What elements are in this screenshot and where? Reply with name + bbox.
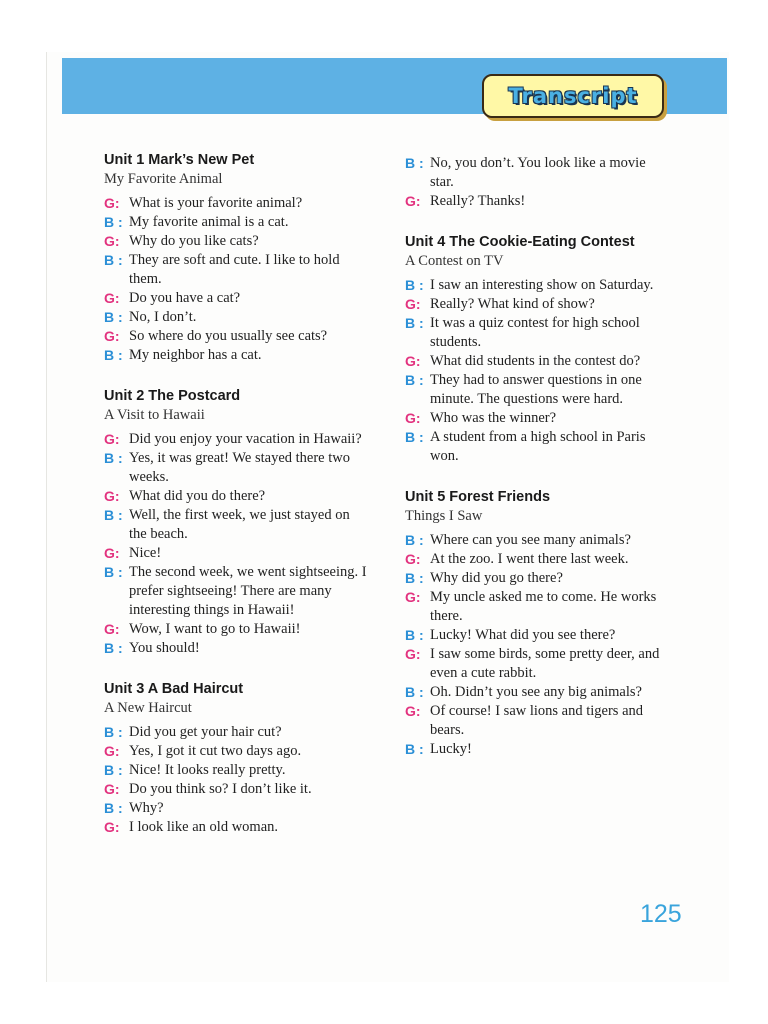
unit-subtitle: A Contest on TV [405, 253, 504, 269]
dialogue-line [104, 761, 369, 780]
speaker-label: B : [104, 252, 123, 268]
dialogue-line [104, 742, 369, 761]
dialogue-line [104, 251, 369, 289]
dialogue-line [104, 213, 369, 232]
unit-title: Unit 1 Mark’s New Pet [104, 152, 255, 168]
dialogue-text: My uncle asked me to come. He works there. [430, 589, 657, 624]
dialogue-text: What is your favorite animal? [129, 195, 303, 211]
unit-subtitle: A Visit to Hawaii [104, 407, 205, 423]
dialogue-text: Of course! I saw lions and tigers and bears. [430, 703, 644, 738]
unit-section [405, 154, 667, 211]
dialogue-line [104, 194, 369, 213]
dialogue-text: Lucky! [430, 741, 472, 757]
dialogue-text: Where can you see many animals? [430, 532, 631, 548]
dialogue-line [104, 449, 369, 487]
dialogue-line [405, 740, 667, 759]
speaker-label: B : [104, 640, 123, 656]
dialogue-line [104, 430, 369, 449]
dialogue-line [104, 506, 369, 544]
dialogue-text: The second week, we went sightseeing. I prefer sightseeing! There are many interesting things in Hawaii! [129, 564, 367, 618]
speaker-label: G: [104, 621, 120, 637]
speaker-label: B : [405, 315, 424, 331]
dialogue-line [405, 588, 667, 626]
dialogue-line [104, 818, 369, 837]
speaker-label: G: [405, 193, 421, 209]
dialogue-line [405, 409, 667, 428]
unit-subtitle: A New Haircut [104, 700, 192, 716]
dialogue-line [405, 276, 667, 295]
dialogue-text: You should! [129, 640, 200, 656]
dialogue-text: They are soft and cute. I like to hold them. [129, 252, 340, 287]
dialogue-line [104, 232, 369, 251]
speaker-label: G: [104, 743, 120, 759]
dialogue-text: Yes, it was great! We stayed there two weeks. [129, 450, 350, 485]
dialogue-text: My favorite animal is a cat. [129, 214, 289, 230]
speaker-label: G: [104, 488, 120, 504]
dialogue-text: I saw an interesting show on Saturday. [430, 277, 654, 293]
page-number: 125 [640, 900, 682, 928]
speaker-label: G: [104, 328, 120, 344]
dialogue-text: What did you do there? [129, 488, 266, 504]
dialogue-line [405, 428, 667, 466]
dialogue-line [104, 327, 369, 346]
dialogue-line [104, 620, 369, 639]
dialogue-text: Lucky! What did you see there? [430, 627, 616, 643]
speaker-label: B : [405, 627, 424, 643]
dialogue-line [104, 563, 369, 620]
dialogue-line [405, 550, 667, 569]
unit-title: Unit 5 Forest Friends [405, 489, 551, 505]
dialogue-line [405, 295, 667, 314]
dialogue-line [104, 308, 369, 327]
dialogue-line [405, 531, 667, 550]
unit-section [405, 487, 667, 759]
dialogue-text: Yes, I got it cut two days ago. [129, 743, 302, 759]
dialogue-text: Why did you go there? [430, 570, 563, 586]
dialogue-line [405, 683, 667, 702]
speaker-label: B : [405, 741, 424, 757]
speaker-label: G: [104, 545, 120, 561]
unit-section [104, 150, 369, 365]
speaker-label: B : [405, 684, 424, 700]
dialogue-text: Do you have a cat? [129, 290, 241, 306]
dialogue-line [104, 799, 369, 818]
right-column [405, 150, 667, 780]
dialogue-line [104, 544, 369, 563]
dialogue-line [405, 702, 667, 740]
speaker-label: B : [405, 570, 424, 586]
unit-subtitle: My Favorite Animal [104, 171, 223, 187]
speaker-label: G: [104, 290, 120, 306]
speaker-label: G: [405, 410, 421, 426]
dialogue-line [104, 346, 369, 365]
dialogue-text: At the zoo. I went there last week. [430, 551, 629, 567]
dialogue-text: Nice! It looks really pretty. [129, 762, 286, 778]
speaker-label: B : [104, 309, 123, 325]
dialogue-text: Really? Thanks! [430, 193, 526, 209]
dialogue-text: Did you enjoy your vacation in Hawaii? [129, 431, 362, 447]
dialogue-text: No, I don’t. [129, 309, 197, 325]
dialogue-text: Who was the winner? [430, 410, 557, 426]
speaker-label: G: [104, 781, 120, 797]
dialogue-line [405, 192, 667, 211]
speaker-label: B : [104, 800, 123, 816]
dialogue-line [405, 352, 667, 371]
speaker-label: B : [104, 214, 123, 230]
unit-section [104, 679, 369, 837]
dialogue-line [104, 723, 369, 742]
left-column [104, 150, 369, 858]
dialogue-line [104, 487, 369, 506]
dialogue-text: I look like an old woman. [129, 819, 279, 835]
dialogue-text: I saw some birds, some pretty deer, and even a cute rabbit. [430, 646, 660, 681]
dialogue-line [405, 371, 667, 409]
dialogue-text: Why do you like cats? [129, 233, 259, 249]
dialogue-text: Nice! [129, 545, 162, 561]
unit-title: Unit 4 The Cookie-Eating Contest [405, 234, 635, 250]
speaker-label: G: [405, 646, 421, 662]
dialogue-text: Well, the first week, we just stayed on the beach. [129, 507, 350, 542]
dialogue-text: Oh. Didn’t you see any big animals? [430, 684, 642, 700]
dialogue-text: So where do you usually see cats? [129, 328, 328, 344]
dialogue-line [405, 645, 667, 683]
dialogue-line [405, 314, 667, 352]
speaker-label: B : [405, 277, 424, 293]
speaker-label: B : [104, 450, 123, 466]
dialogue-line [104, 639, 369, 658]
dialogue-text: Do you think so? I don’t like it. [129, 781, 312, 797]
dialogue-text: It was a quiz contest for high school students. [430, 315, 640, 350]
dialogue-text: Wow, I want to go to Hawaii! [129, 621, 301, 637]
speaker-label: G: [405, 296, 421, 312]
dialogue-text: Did you get your hair cut? [129, 724, 282, 740]
unit-section [405, 232, 667, 466]
dialogue-text: They had to answer questions in one minute. The questions were hard. [430, 372, 642, 407]
speaker-label: G: [104, 431, 120, 447]
dialogue-text: What did students in the contest do? [430, 353, 641, 369]
unit-title: Unit 3 A Bad Haircut [104, 681, 244, 697]
dialogue-line [104, 780, 369, 799]
speaker-label: B : [104, 347, 123, 363]
speaker-label: G: [104, 195, 120, 211]
speaker-label: B : [104, 762, 123, 778]
dialogue-line [405, 569, 667, 588]
speaker-label: G: [405, 703, 421, 719]
unit-section [104, 386, 369, 658]
speaker-label: B : [104, 564, 123, 580]
speaker-label: B : [104, 507, 123, 523]
dialogue-text: A student from a high school in Paris won. [430, 429, 646, 464]
dialogue-text: Really? What kind of show? [430, 296, 595, 312]
speaker-label: G: [104, 233, 120, 249]
dialogue-text: No, you don’t. You look like a movie star. [430, 155, 646, 190]
unit-subtitle: Things I Saw [405, 508, 483, 524]
speaker-label: B : [405, 532, 424, 548]
dialogue-line [405, 626, 667, 645]
unit-title: Unit 2 The Postcard [104, 388, 241, 404]
dialogue-line [104, 289, 369, 308]
speaker-label: G: [405, 551, 421, 567]
speaker-label: B : [104, 724, 123, 740]
speaker-label: B : [405, 155, 424, 171]
speaker-label: B : [405, 372, 424, 388]
dialogue-text: My neighbor has a cat. [129, 347, 262, 363]
transcript-badge: Transcript [482, 74, 664, 118]
speaker-label: G: [104, 819, 120, 835]
speaker-label: B : [405, 429, 424, 445]
speaker-label: G: [405, 353, 421, 369]
dialogue-line [405, 154, 667, 192]
speaker-label: G: [405, 589, 421, 605]
dialogue-text: Why? [129, 800, 164, 816]
